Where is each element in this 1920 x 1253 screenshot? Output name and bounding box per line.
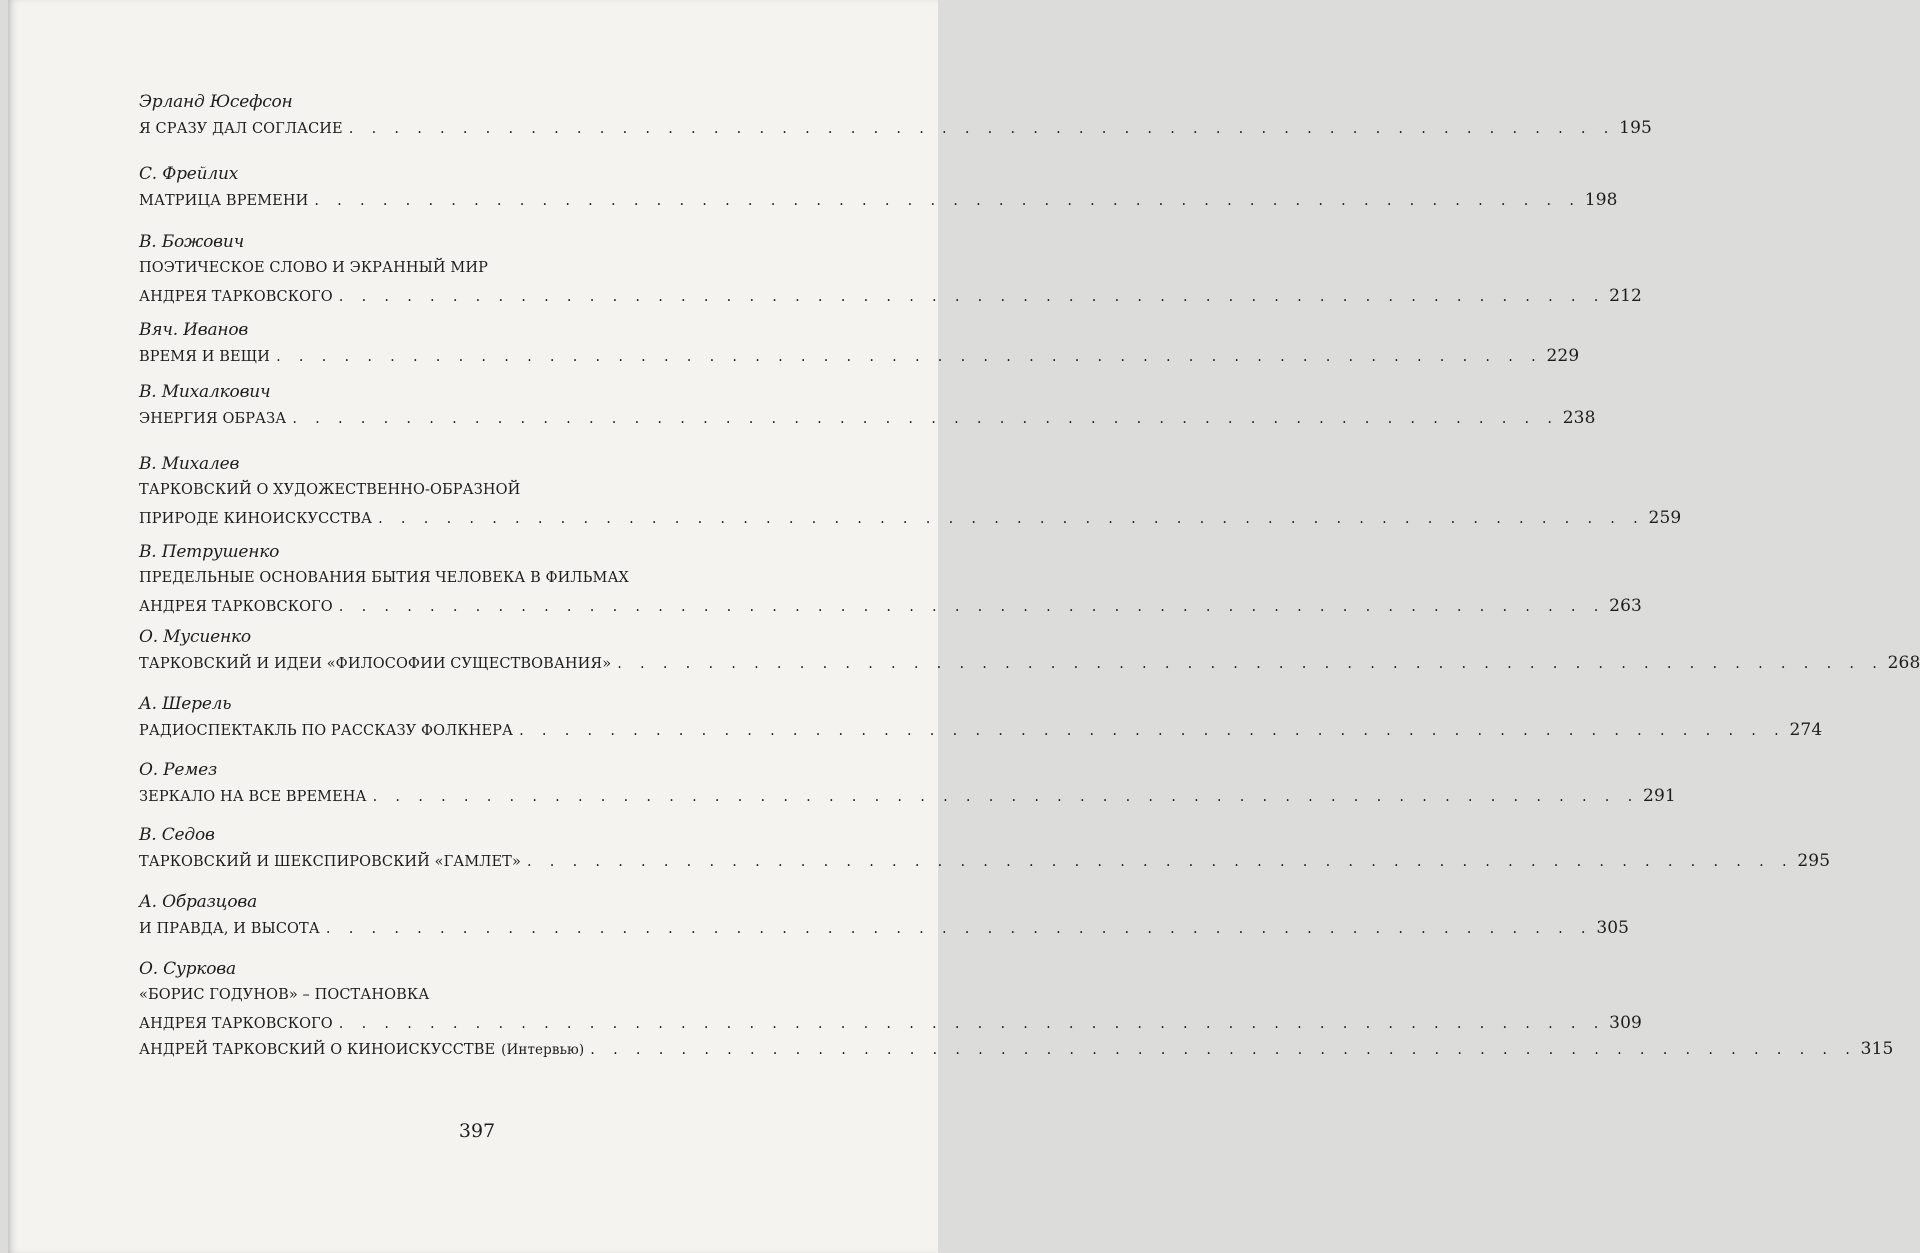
toc-entry [139,1035,1894,1064]
entry-author: В. Седов [139,825,215,845]
book-page [8,0,1920,1253]
entry-page-number: 315 [1860,1039,1894,1059]
entry-title: ПРИРОДЕ КИНОИСКУССТВА [139,511,373,527]
entry-title: АНДРЕЯ ТАРКОВСКОГО [139,289,333,305]
entry-title: АНДРЕЙ ТАРКОВСКИЙ О КИНОИСКУССТВЕ [139,1042,496,1058]
entry-title: АНДРЕЯ ТАРКОВСКОГО [139,1016,333,1032]
entry-title: ЭНЕРГИЯ ОБРАЗА [139,411,287,427]
leader-dots: . . . . . . . . . . . . . . . . . . . . . . . . . . . . . . . . . . . . . . . . . . . . . . . . . . . . . . . . [338,289,1606,305]
entry-title: ВРЕМЯ И ВЕЩИ [139,349,271,365]
entry-title: РАДИОСПЕКТАКЛЬ ПО РАССКАЗУ ФОЛКНЕРА [139,723,514,739]
toc-entry [139,380,1596,433]
entry-title-line [139,282,1642,311]
leader-dots: . . . . . . . . . . . . . . . . . . . . . . . . . . . . . . . . . . . . . . . . . . . . . . . . . . . . . . . . [276,349,1543,365]
entry-title-line [139,847,1831,876]
toc-entry [139,823,1831,876]
entry-page-number: 305 [1596,918,1630,938]
entry-author: А. Шерель [139,694,232,714]
toc-entry [139,540,1642,621]
toc-entry [139,90,1652,143]
toc-entry [139,758,1676,811]
entry-title-line [139,504,1682,533]
leader-dots: . . . . . . . . . . . . . . . . . . . . . . . . . . . . . . . . . . . . . . . . . . . . . . . . . . . . . . . . [526,854,1794,870]
toc-entry [139,452,1682,533]
leader-dots: . . . . . . . . . . . . . . . . . . . . . . . . . . . . . . . . . . . . . . . . . . . . . . . . . . . . . . . . [314,193,1581,209]
leader-dots: . . . . . . . . . . . . . . . . . . . . . . . . . . . . . . . . . . . . . . . . . . . . . . . . . . . . . . . . [325,921,1593,937]
entry-title: МАТРИЦА ВРЕМЕНИ [139,193,309,209]
leader-dots: . . . . . . . . . . . . . . . . . . . . . . . . . . . . . . . . . . . . . . . . . . . . . . . . . . . . . . . . [617,656,1884,672]
entry-title: ЗЕРКАЛО НА ВСЕ ВРЕМЕНА [139,789,367,805]
entry-title-line [139,476,747,504]
toc-entry [139,625,1920,678]
entry-title: ПОЭТИЧЕСКОЕ СЛОВО И ЭКРАННЫЙ МИР [139,260,488,276]
entry-page-number: 195 [1619,118,1652,138]
leader-dots: . . . . . . . . . . . . . . . . . . . . . . . . . . . . . . . . . . . . . . . . . . . . . . . . . . . . . . . . [378,511,1645,527]
leader-dots: . . . . . . . . . . . . . . . . . . . . . . . . . . . . . . . . . . . . . . . . . . . . . . . . . . . . . . . . [292,411,1559,427]
entry-title: АНДРЕЯ ТАРКОВСКОГО [139,599,333,615]
entry-author: Эрланд Юсефсон [139,92,293,112]
entry-author: В. Михалев [139,454,240,474]
toc-entry [139,692,1823,745]
entry-title: ТАРКОВСКИЙ И ИДЕИ «ФИЛОСОФИИ СУЩЕСТВОВАНИЯ» [139,656,612,672]
page-number: 397 [458,1120,496,1142]
entry-title: ТАРКОВСКИЙ И ШЕКСПИРОВСКИЙ «ГАМЛЕТ» [139,854,521,870]
toc-entry [139,957,1642,1038]
entry-title-line [139,404,1596,433]
entry-author: О. Суркова [139,959,236,979]
entry-page-number: 263 [1609,596,1642,616]
entry-page-number: 309 [1609,1013,1642,1033]
entry-author: В. Петрушенко [139,542,280,562]
leader-dots: . . . . . . . . . . . . . . . . . . . . . . . . . . . . . . . . . . . . . . . . . . . . . . . . . . . . . . . . [348,121,1616,137]
entry-page-number: 291 [1643,786,1676,806]
entry-title-line [139,716,1823,745]
entry-title-line [139,1009,1642,1038]
toc-entry [139,890,1630,943]
entry-title-line [139,186,1618,215]
entry-title-line [139,649,1920,678]
entry-title: ПРЕДЕЛЬНЫЕ ОСНОВАНИЯ БЫТИЯ ЧЕЛОВЕКА В ФИЛЬМАХ [139,570,629,586]
entry-author: С. Фрейлих [139,164,239,184]
entry-author: А. Образцова [139,892,258,912]
leader-dots: . . . . . . . . . . . . . . . . . . . . . . . . . . . . . . . . . . . . . . . . . . . . . . . . . . . . . . . . [372,789,1640,805]
entry-title-line [139,342,1580,371]
entry-title-line [139,782,1676,811]
entry-page-number: 198 [1584,190,1618,210]
toc-entry [139,162,1618,215]
entry-title-line [139,592,1642,621]
toc-entry [139,318,1580,371]
entry-page-number: 295 [1797,851,1831,871]
entry-title: И ПРАВДА, И ВЫСОТА [139,921,320,937]
entry-page-number: 274 [1789,720,1823,740]
leader-dots: . . . . . . . . . . . . . . . . . . . . . . . . . . . . . . . . . . . . . . . . . . . . . . . . . . . . . . . . [338,1016,1606,1032]
entry-title-line [139,254,747,282]
entry-subtitle: (Интервью) [501,1042,585,1058]
entry-page-number: 268 [1887,653,1920,673]
entry-title: Я СРАЗУ ДАЛ СОГЛАСИЕ [139,121,343,137]
entry-title: ТАРКОВСКИЙ О ХУДОЖЕСТВЕННО-ОБРАЗНОЙ [139,482,521,498]
entry-title: «БОРИС ГОДУНОВ» – ПОСТАНОВКА [139,987,430,1003]
leader-dots: . . . . . . . . . . . . . . . . . . . . . . . . . . . . . . . . . . . . . . . . . . . . . . . . . . . . . . . . [338,599,1606,615]
entry-title-line [139,114,1652,143]
entry-title-line [139,1035,1894,1064]
leader-dots: . . . . . . . . . . . . . . . . . . . . . . . . . . . . . . . . . . . . . . . . . . . . . . . . . . . . . . . . [519,723,1786,739]
toc-entry [139,230,1642,311]
entry-page-number: 229 [1546,346,1580,366]
leader-dots: . . . . . . . . . . . . . . . . . . . . . . . . . . . . . . . . . . . . . . . . . . . . . . . . . . . . . . . . [590,1042,1857,1058]
entry-author: В. Михалкович [139,382,271,402]
entry-title-line [139,564,747,592]
entry-author: О. Ремез [139,760,218,780]
entry-page-number: 238 [1562,408,1596,428]
entry-title-line [139,914,1630,943]
entry-page-number: 259 [1648,508,1682,528]
entry-page-number: 212 [1609,286,1642,306]
entry-author: О. Мусиенко [139,627,251,647]
entry-author: В. Божович [139,232,245,252]
entry-author: Вяч. Иванов [139,320,249,340]
entry-title-line [139,981,747,1009]
